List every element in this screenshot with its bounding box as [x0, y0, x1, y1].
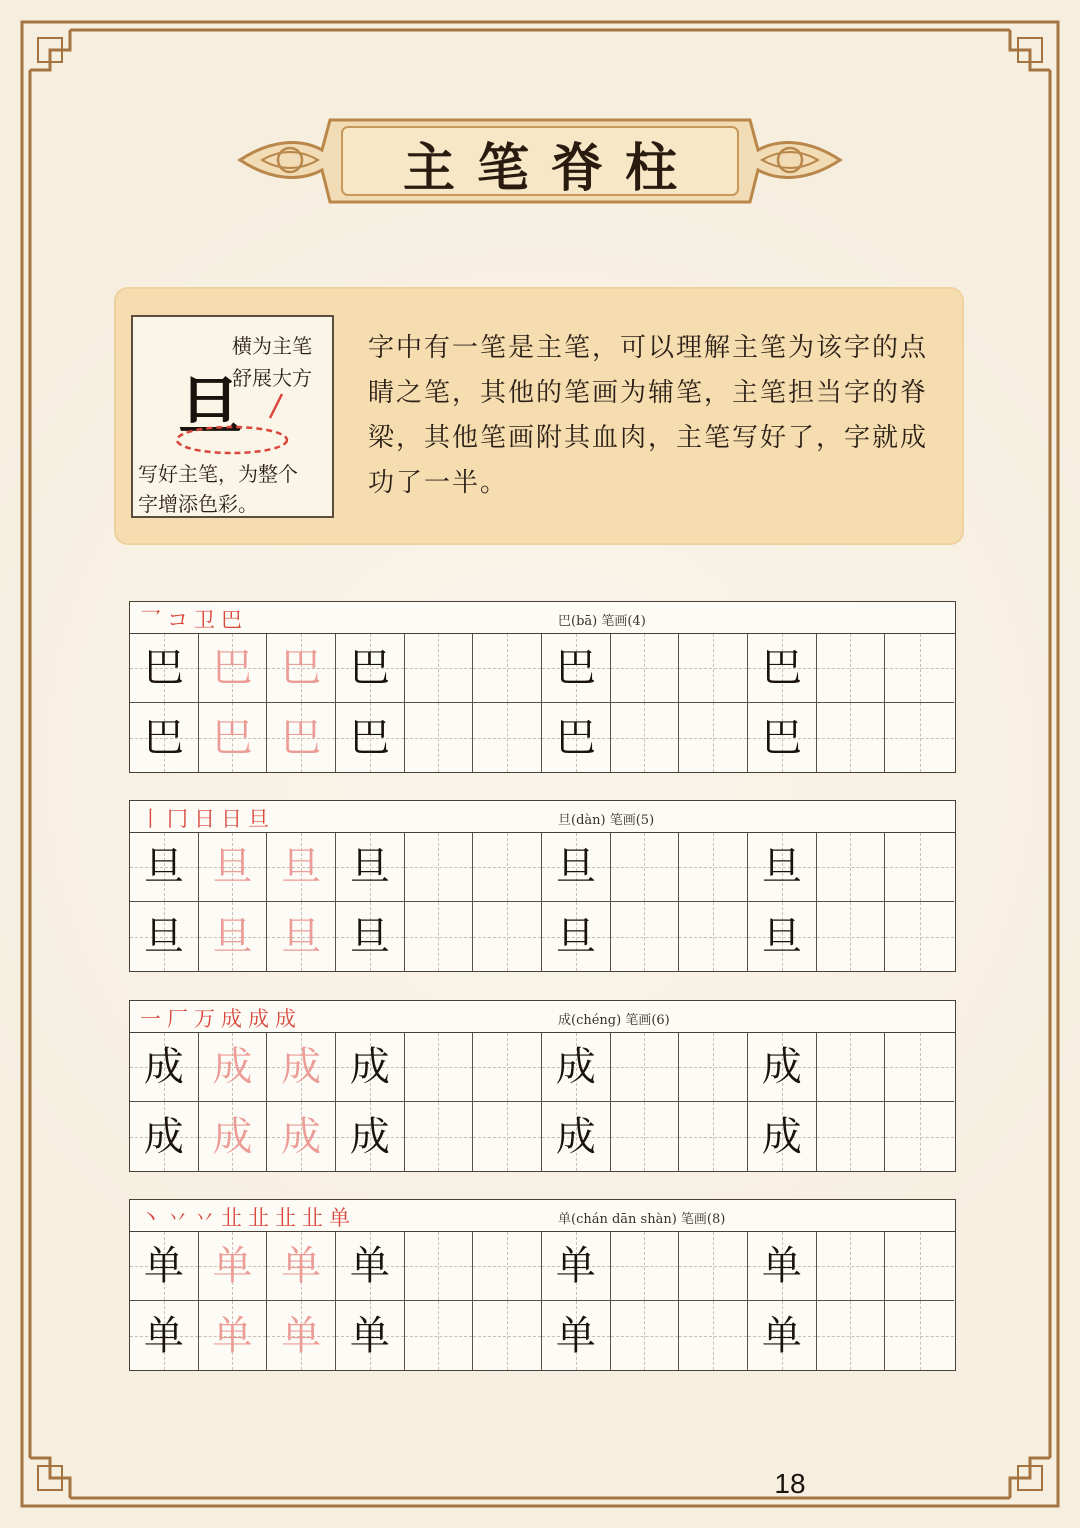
model-character: 单 — [143, 1243, 184, 1289]
example-character: 旦 — [178, 370, 242, 445]
pinyin-stroke-count: 成(chéng) 笔画(6) — [558, 1013, 670, 1028]
practice-cell[interactable] — [679, 833, 748, 902]
practice-cell[interactable] — [817, 703, 886, 772]
practice-cell[interactable] — [336, 833, 405, 902]
model-character: 单 — [143, 1312, 184, 1359]
practice-cell[interactable] — [611, 703, 680, 772]
practice-header — [130, 1200, 955, 1232]
model-character: 旦 — [349, 913, 390, 960]
pinyin-stroke-count: 旦(dàn) 笔画(5) — [558, 813, 655, 828]
practice-cell[interactable] — [199, 1301, 268, 1370]
stroke-step: 冂 — [167, 807, 188, 831]
practice-cell[interactable] — [542, 703, 611, 772]
practice-grid — [130, 1232, 954, 1370]
example-caption-top-1: 横为主笔 — [232, 334, 312, 358]
trace-character: 成 — [281, 1044, 322, 1090]
stroke-step: 日 — [194, 807, 215, 831]
stroke-step: 巴 — [221, 608, 242, 632]
model-character: 巴 — [143, 714, 184, 761]
practice-cell[interactable] — [679, 1232, 748, 1301]
model-character: 巴 — [555, 714, 596, 761]
practice-cell[interactable] — [405, 703, 474, 772]
example-caption-top-2: 舒展大方 — [232, 366, 312, 390]
practice-cell[interactable] — [336, 1301, 405, 1370]
practice-cell[interactable] — [405, 833, 474, 902]
practice-cell[interactable] — [679, 1033, 748, 1102]
stroke-order-sequence — [140, 803, 269, 833]
practice-cell[interactable] — [405, 1102, 474, 1171]
practice-cell[interactable] — [473, 833, 542, 902]
practice-cell[interactable] — [473, 902, 542, 971]
practice-cell[interactable] — [679, 1301, 748, 1370]
trace-character: 巴 — [281, 714, 322, 761]
practice-cell[interactable] — [748, 703, 817, 772]
practice-cell[interactable] — [199, 1033, 268, 1102]
model-character: 成 — [349, 1113, 390, 1160]
practice-cell[interactable] — [405, 1033, 474, 1102]
practice-cell[interactable] — [885, 1102, 954, 1171]
practice-cell[interactable] — [199, 833, 268, 902]
practice-cell[interactable] — [473, 1033, 542, 1102]
trace-character: 单 — [212, 1243, 253, 1289]
practice-section — [129, 800, 956, 972]
practice-cell[interactable] — [611, 833, 680, 902]
stroke-step: 单 — [329, 1206, 350, 1230]
trace-character: 巴 — [281, 645, 322, 691]
practice-grid — [130, 833, 954, 971]
practice-cell[interactable] — [748, 634, 817, 703]
practice-cell[interactable] — [336, 1102, 405, 1171]
practice-header — [130, 1001, 955, 1033]
stroke-step: コ — [167, 608, 188, 632]
practice-header — [130, 801, 955, 833]
practice-section — [129, 1199, 956, 1371]
practice-cell[interactable] — [817, 833, 886, 902]
practice-cell[interactable] — [748, 1033, 817, 1102]
practice-cell[interactable] — [267, 1033, 336, 1102]
practice-cell[interactable] — [817, 634, 886, 703]
practice-cell[interactable] — [542, 1232, 611, 1301]
practice-cell[interactable] — [748, 902, 817, 971]
stroke-step: 丶 — [140, 1206, 161, 1230]
trace-character: 旦 — [281, 844, 322, 890]
stroke-step: 㐀 — [275, 1206, 296, 1230]
practice-cell[interactable] — [405, 634, 474, 703]
practice-cell[interactable] — [611, 1232, 680, 1301]
model-character: 单 — [555, 1243, 596, 1289]
practice-cell[interactable] — [130, 1232, 199, 1301]
practice-cell[interactable] — [405, 902, 474, 971]
trace-character: 单 — [281, 1243, 322, 1289]
trace-character: 旦 — [212, 913, 253, 960]
trace-character: 单 — [281, 1312, 322, 1359]
practice-cell[interactable] — [130, 703, 199, 772]
stroke-step: 一 — [140, 1007, 161, 1031]
practice-cell[interactable] — [405, 1301, 474, 1370]
practice-cell[interactable] — [130, 1301, 199, 1370]
stroke-step: 厂 — [167, 1007, 188, 1031]
practice-cell[interactable] — [885, 703, 954, 772]
practice-cell[interactable] — [199, 902, 268, 971]
stroke-order-sequence — [140, 1003, 296, 1033]
practice-cell[interactable] — [885, 1033, 954, 1102]
practice-cell[interactable] — [267, 703, 336, 772]
practice-cell[interactable] — [267, 634, 336, 703]
page-title: 主笔脊柱 — [402, 137, 699, 199]
stroke-step: 㐀 — [248, 1206, 269, 1230]
practice-cell[interactable] — [748, 1232, 817, 1301]
practice-cell[interactable] — [679, 1102, 748, 1171]
stroke-step: 成 — [248, 1007, 269, 1031]
practice-cell[interactable] — [473, 1301, 542, 1370]
practice-cell[interactable] — [405, 1232, 474, 1301]
practice-section — [129, 1000, 956, 1172]
practice-cell[interactable] — [748, 1102, 817, 1171]
model-character: 成 — [143, 1113, 184, 1160]
practice-cell[interactable] — [130, 634, 199, 703]
trace-character: 巴 — [212, 714, 253, 761]
stroke-order-sequence — [140, 604, 242, 634]
practice-cell[interactable] — [885, 1232, 954, 1301]
model-character: 单 — [349, 1243, 390, 1289]
practice-cell[interactable] — [817, 1033, 886, 1102]
practice-cell[interactable] — [199, 1102, 268, 1171]
practice-cell[interactable] — [130, 833, 199, 902]
stroke-step: 卫 — [194, 608, 215, 632]
practice-cell[interactable] — [336, 703, 405, 772]
practice-cell[interactable] — [542, 1033, 611, 1102]
practice-header — [130, 602, 955, 634]
practice-cell[interactable] — [267, 833, 336, 902]
stroke-step: 丷 — [167, 1206, 188, 1230]
example-caption-bottom-2: 字增添色彩。 — [138, 492, 258, 516]
model-character: 巴 — [761, 714, 802, 761]
practice-cell[interactable] — [542, 902, 611, 971]
stroke-order-sequence — [140, 1202, 350, 1232]
practice-cell[interactable] — [199, 1232, 268, 1301]
trace-character: 成 — [212, 1044, 253, 1090]
pinyin-stroke-count: 单(chán dān shàn) 笔画(8) — [558, 1212, 726, 1227]
model-character: 巴 — [143, 645, 184, 691]
model-character: 成 — [761, 1113, 802, 1160]
model-character: 成 — [349, 1044, 390, 1090]
practice-cell[interactable] — [817, 902, 886, 971]
practice-cell[interactable] — [473, 703, 542, 772]
trace-character: 成 — [212, 1113, 253, 1160]
practice-cell[interactable] — [748, 1301, 817, 1370]
practice-cell[interactable] — [817, 1232, 886, 1301]
practice-cell[interactable] — [542, 833, 611, 902]
stroke-step: 丨 — [140, 807, 161, 831]
practice-cell[interactable] — [679, 703, 748, 772]
practice-cell[interactable] — [817, 1102, 886, 1171]
practice-cell[interactable] — [336, 902, 405, 971]
practice-cell[interactable] — [542, 1102, 611, 1171]
example-caption-bottom-1: 写好主笔，为整个 — [138, 462, 298, 486]
practice-cell[interactable] — [885, 634, 954, 703]
model-character: 旦 — [761, 844, 802, 890]
stroke-step: 㐀 — [221, 1206, 242, 1230]
practice-cell[interactable] — [267, 1232, 336, 1301]
stroke-step: 万 — [194, 1007, 215, 1031]
practice-grid — [130, 634, 954, 772]
model-character: 单 — [761, 1312, 802, 1359]
model-character: 旦 — [761, 913, 802, 960]
practice-cell[interactable] — [130, 1102, 199, 1171]
model-character: 单 — [349, 1312, 390, 1359]
stroke-step: 丷 — [194, 1206, 215, 1230]
practice-cell[interactable] — [473, 1102, 542, 1171]
practice-cell[interactable] — [679, 902, 748, 971]
practice-cell[interactable] — [611, 634, 680, 703]
practice-cell[interactable] — [748, 833, 817, 902]
practice-cell[interactable] — [885, 902, 954, 971]
model-character: 旦 — [143, 844, 184, 890]
practice-cell[interactable] — [267, 1102, 336, 1171]
trace-character: 单 — [212, 1312, 253, 1359]
model-character: 旦 — [555, 913, 596, 960]
stroke-highlight-marks — [170, 380, 300, 460]
practice-grid — [130, 1033, 954, 1171]
practice-cell[interactable] — [885, 1301, 954, 1370]
practice-section — [129, 601, 956, 773]
practice-cell[interactable] — [473, 634, 542, 703]
model-character: 巴 — [761, 645, 802, 691]
stroke-step: 日 — [221, 807, 242, 831]
trace-character: 巴 — [212, 645, 253, 691]
model-character: 成 — [761, 1044, 802, 1090]
practice-cell[interactable] — [130, 902, 199, 971]
practice-cell[interactable] — [336, 1033, 405, 1102]
model-character: 单 — [555, 1312, 596, 1359]
model-character: 单 — [761, 1243, 802, 1289]
pinyin-stroke-count: 巴(bā) 笔画(4) — [558, 614, 646, 629]
practice-cell[interactable] — [336, 634, 405, 703]
practice-cell[interactable] — [611, 1102, 680, 1171]
model-character: 巴 — [349, 645, 390, 691]
model-character: 成 — [143, 1044, 184, 1090]
practice-cell[interactable] — [679, 634, 748, 703]
practice-cell[interactable] — [611, 902, 680, 971]
model-character: 旦 — [349, 844, 390, 890]
practice-cell[interactable] — [473, 1232, 542, 1301]
stroke-step: 旦 — [248, 807, 269, 831]
practice-cell[interactable] — [267, 1301, 336, 1370]
practice-cell[interactable] — [542, 634, 611, 703]
practice-cell[interactable] — [542, 1301, 611, 1370]
model-character: 旦 — [143, 913, 184, 960]
practice-cell[interactable] — [336, 1232, 405, 1301]
practice-cell[interactable] — [611, 1033, 680, 1102]
trace-character: 旦 — [281, 913, 322, 960]
model-character: 旦 — [555, 844, 596, 890]
practice-cell[interactable] — [130, 1033, 199, 1102]
trace-character: 成 — [281, 1113, 322, 1160]
intro-paragraph: 字中有一笔是主笔，可以理解主笔为该字的点睛之笔，其他的笔画为辅笔，主笔担当字的脊梁，其他笔画附其血肉，主笔写好了，字就成功了一半。 — [368, 333, 929, 498]
stroke-step: 㐀 — [302, 1206, 323, 1230]
practice-cell[interactable] — [885, 833, 954, 902]
model-character: 巴 — [349, 714, 390, 761]
model-character: 巴 — [555, 645, 596, 691]
practice-cell[interactable] — [199, 634, 268, 703]
model-character: 成 — [555, 1044, 596, 1090]
trace-character: 旦 — [212, 844, 253, 890]
stroke-step: 乛 — [140, 608, 161, 632]
page-number: 18 — [774, 1468, 806, 1499]
practice-cell[interactable] — [611, 1301, 680, 1370]
practice-cell[interactable] — [199, 703, 268, 772]
stroke-step: 成 — [275, 1007, 296, 1031]
stroke-step: 成 — [221, 1007, 242, 1031]
practice-cell[interactable] — [267, 902, 336, 971]
practice-cell[interactable] — [817, 1301, 886, 1370]
model-character: 成 — [555, 1113, 596, 1160]
